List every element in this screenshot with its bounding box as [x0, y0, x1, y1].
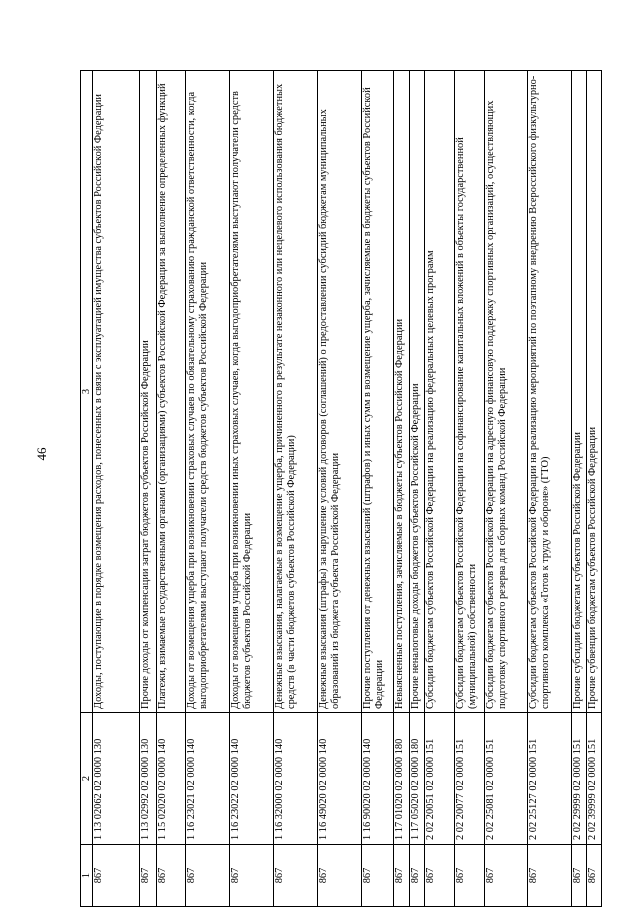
- admin-code: 867: [230, 845, 274, 907]
- table-row: [394, 71, 410, 907]
- admin-code: 867: [455, 845, 485, 907]
- admin-code: 867: [425, 845, 455, 907]
- table-row: [455, 71, 485, 907]
- admin-code: 867: [318, 845, 362, 907]
- admin-code: 867: [410, 845, 425, 907]
- admin-code: 867: [528, 845, 572, 907]
- table-row: [528, 71, 572, 907]
- budget-code: 1 13 02062 02 0000 130: [93, 713, 140, 845]
- admin-code: 867: [140, 845, 157, 907]
- table-row: [425, 71, 455, 907]
- revenue-name: Прочие доходы от компенсации затрат бюджетов субъектов Российской Федерации: [140, 71, 157, 713]
- budget-code: 1 16 23022 02 0000 140: [230, 713, 274, 845]
- table-row: [230, 71, 274, 907]
- admin-code: 867: [394, 845, 410, 907]
- table-container: [80, 71, 599, 907]
- budget-code: 1 15 02020 02 0000 140: [157, 713, 186, 845]
- revenue-name: Субсидии бюджетам субъектов Российской Федерации на адресную финансовую поддержку спортивных организаций, осуществляющих подготовку спортивного резерва для сборных команд Российской Федерации: [485, 71, 528, 713]
- admin-code: 867: [362, 845, 394, 907]
- budget-code: 2 02 25081 02 0000 151: [485, 713, 528, 845]
- revenue-name: Субсидии бюджетам субъектов Российской Федерации на реализацию федеральных целевых программ: [425, 71, 455, 713]
- table-row: [186, 71, 230, 907]
- budget-code: 1 13 02992 02 0000 130: [140, 713, 157, 845]
- table-row: [318, 71, 362, 907]
- revenue-name: Доходы от возмещения ущерба при возникновении страховых случаев по обязательному страхованию гражданской ответственности, когда выгодоприобретателями выступают получатели средств бюджетов субъектов Российской Федерации: [186, 71, 230, 713]
- revenue-name: Денежные взыскания (штрафы) за нарушение условий договоров (соглашений) о предоставлении субсидий бюджетам муниципальных образований из бюджета субъекта Российской Федерации: [318, 71, 362, 713]
- budget-code: 2 02 39999 02 0000 151: [587, 713, 602, 845]
- revenue-name: Невыясненные поступления, зачисляемые в бюджеты субъектов Российской Федерации: [394, 71, 410, 713]
- budget-code: 1 17 05020 02 0000 180: [410, 713, 425, 845]
- admin-code: 867: [485, 845, 528, 907]
- header-col-2: 2: [81, 713, 93, 845]
- budget-code: 2 02 29999 02 0000 151: [572, 713, 587, 845]
- revenue-name: Прочие неналоговые доходы бюджетов субъектов Российской Федерации: [410, 71, 425, 713]
- table-row: [587, 71, 602, 907]
- revenue-name: Доходы, поступающие в порядке возмещения расходов, понесенных в связи с эксплуатацией имущества субъектов Российской Федерации: [93, 71, 140, 713]
- admin-code: 867: [186, 845, 230, 907]
- table-row: [274, 71, 318, 907]
- table-row: [485, 71, 528, 907]
- table-row: [410, 71, 425, 907]
- budget-code: 2 02 25127 02 0000 151: [528, 713, 572, 845]
- revenue-name: Прочие поступления от денежных взысканий (штрафов) и иных сумм в возмещение ущерба, зачисляемые в бюджеты субъектов Российской Федерации: [362, 71, 394, 713]
- budget-code: 1 16 49020 02 0000 140: [318, 713, 362, 845]
- admin-code: 867: [572, 845, 587, 907]
- budget-code: 1 16 90020 02 0000 140: [362, 713, 394, 845]
- budget-code: 2 02 20077 02 0000 151: [455, 713, 485, 845]
- revenue-name: Субсидии бюджетам субъектов Российской Федерации на реализацию мероприятий по поэтапному внедрению Всероссийского физкультурно-спортивного комплекса «Готов к труду и обороне» (ГТО): [528, 71, 572, 713]
- header-col-1: 1: [81, 845, 93, 907]
- revenue-name: Платежи, взимаемые государственными органами (организациями) субъектов Российской Федерации за выполнение определенных функций: [157, 71, 186, 713]
- admin-code: 867: [274, 845, 318, 907]
- admin-code: 867: [157, 845, 186, 907]
- admin-code: 867: [93, 845, 140, 907]
- admin-code: 867: [587, 845, 602, 907]
- revenue-codes-table: [80, 70, 602, 907]
- table-row: [157, 71, 186, 907]
- revenue-name: Доходы от возмещения ущерба при возникновении иных страховых случаев, когда выгодоприобретателями выступают получатели средств бюджетов субъектов Российской Федерации: [230, 71, 274, 713]
- revenue-name: Субсидии бюджетам субъектов Российской Федерации на софинансирование капитальных вложений в объекты государственной (муниципальной) собственности: [455, 71, 485, 713]
- page-number: 46: [34, 447, 49, 461]
- table-row: [140, 71, 157, 907]
- table-row: [93, 71, 140, 907]
- budget-code: 1 16 32000 02 0000 140: [274, 713, 318, 845]
- table-rotated: [80, 71, 599, 907]
- header-col-3: 3: [81, 71, 93, 713]
- revenue-name: Прочие субсидии бюджетам субъектов Российской Федерации: [572, 71, 587, 713]
- table-header-row: [81, 71, 93, 907]
- revenue-name: Прочие субвенции бюджетам субъектов Российской Федерации: [587, 71, 602, 713]
- budget-code: 2 02 20051 02 0000 151: [425, 713, 455, 845]
- revenue-name: Денежные взыскания, налагаемые в возмещение ущерба, причиненного в результате незаконного или нецелевого использования бюджетных средств (в части бюджетов субъектов Российской Федерации): [274, 71, 318, 713]
- budget-code: 1 17 01020 02 0000 180: [394, 713, 410, 845]
- table-row: [572, 71, 587, 907]
- budget-code: 1 16 23021 02 0000 140: [186, 713, 230, 845]
- table-row: [362, 71, 394, 907]
